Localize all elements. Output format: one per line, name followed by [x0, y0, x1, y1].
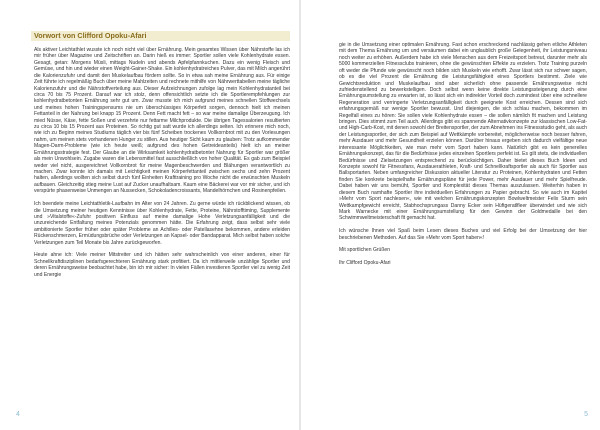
right-page	[301, 0, 600, 430]
signature-line: Ihr Clifford Opoku-Afari	[339, 260, 391, 267]
paragraph: Heute ahne ich: Viele meiner Mitstreiter und ich hätten sehr wahrscheinlich von einer anderen, einer für Schnellkraftdisziplinen bedarfsgerechteren Ernährung stark profitiert. Da ich mittlerweile unzählige Sportler und deren Ernährungsweise beobachtet habe, bin ich mir sicher: In vielen Fällen investieren Sportler viel zu wenig Zeit und Energie	[34, 252, 290, 278]
left-page	[0, 0, 299, 430]
right-text-column	[339, 42, 587, 273]
paragraph: Ich wünsche Ihnen viel Spaß beim Lesen dieses Buches und viel Erfolg bei der Umsetzung der hier beschriebenen Methoden. Auf das Sie »Mehr vom Sport haben«!	[339, 228, 587, 241]
paragraph: gie in die Umsetzung einer optimalen Ernährung. Fast schon erschreckend nachlässig gehen etliche Athleten mit dem Thema Ernährung um und versäumen dabei ein unglaublich große Gelegenheit, ihr Leistungsniveau noch weiter zu erhöhen. Außerdem habe ich viele Menschen aus dem Freizeitsport betreut, darunter mehr als 5000 kommerziellen Fitnessclubs trainieren, ohne die gewünschten Effekte zu erzielen. Trotz Training purzeln oft weder die Pfunde wie gewünscht noch bilden sich Muskeln wie erhofft. Zwar lässt sich nur schwer sagen, ob es die viel Prozent die Ernährung die Leistungsfähigkeit eines Sportlers bestimmt. Ziele wie Gewichtsreduktion und Muskelaufbau sind aber sicherlich ohne passende Ernährungsweise nicht zufriedenstellend zu bewerkstelligen. Doch selbst wenn keine direkte Leistungssteigerung durch eine Ernährungsumstellung zu erwarten ist, so lässt sich ein indirekter Vorteil doch zumindest über eine schnellere Regeneration und verringerte Verletzungsanfälligkeit durch geeignete Kost erreichen. Dessen sind sich erfahrungsgemäß nur wenige Sportler bewusst. Und diejenigen, die sich schlau machen, bekommen im Regelfall eines zu hören: Sie sollen viele Kohlenhydrate essen – die sollen nämlich fit machen und Leistung bringen. Dies stimmt zum Teil auch. Allerdings gibt es spannende Alternativkonzepte zur klassischen Low-Fat- und High-Carb-Kost, mit denen sowohl der Breitensportler, der zum Abnehmen ins Fitnessstudio geht, als auch der Leistungssportler, der sich zum Beispiel auf Wettkämpfe vorbereitet, möglicherweise noch besser fahren, mehr Ausdauer und mehr Gesundheit erzielen können. Darüber hinaus ergeben sich dadurch vielfältige neue interessante Möglichkeiten, wie man mehr vom Sport haben kann. Natürlich gibt es kein generelles Ernährungskonzept, das für die Bedürfnisse jedes einzelnen Sportlers perfekt ist. Es gilt stets, die individuellen Bedürfnisse und Zielsetzungen entsprechend zu berücksichtigen. Daher bietet dieses Buch Ideen und Konzepte sowohl für Fitnessfans, Ausdauerathleten, Kraft- und Schnellkraftsportler als auch für Sportler aus Ballsportarten. Neben umfangreicher Diskussion aktueller Literatur zu Proteinen, Kohlenhydraten und Fetten finden Sie konkrete beispielhafte Ernährungspläne für jede Power, mehr Ausdauer und mehr Spielfreude. Dabei haben wir uns bemüht, Sportler und Komplexität dieses Themas auszulassen. Weiterhin haben in diesem Buch namhafte Sportler ihre individuellen Erfahrungen zu Papier gebracht. So wie auch im Kapitel »Mehr vom Sport nachlesen«, wie mit welchen Ernährungskonzepten Bowlweltmeister Felix Sturm sein Wettkampfgewicht erreicht, Stabhochsprungass Danny Ecker sein Hüftgeratlfleer überwindet und wie sich Mark Warnecke mit einer Ernährungsumstellung für den Gewinn der Goldmedaille bei den Schwimmweltmeisterschaft fit gemacht hat.	[339, 42, 587, 222]
page-number-right: 5	[584, 411, 588, 418]
closing-line: Mit sportlichen Grüßen	[339, 247, 391, 254]
paragraph: Als aktiver Leichtathlet wusste ich noch nicht viel über Ernährung. Mein gesamtes Wissen über Nährstoffe las ich mir früher über Magazine und Zeitschriften an. Darin hieß es immer: Sportler sollen viele Kohlenhydrate essen. Gesagt, getan: Morgens Müsli, mittags Nudeln und abends Apfelpfannkuchen. Dazu ein wenig Fleisch und Gemüse, und hin und wieder einen Weight-Gainer-Shake. Ein kohlenhydratreiches Pulver, das mit Milch angerührt die Kalorienzufuhr und damit den Muskelaufbau fördern sollte. So in etwa sah meine Ernährung aus. Für einige Zeit führte ich regelmäßig Buch über meine Mahlzeiten und rechnete mithilfe von Nährwerttabellen meine tägliche Kalorienzufuhr und die Nährstoffverteilung aus. Dieser Aufzeichnungen zufolge lag mein Kohlenhydratanteil bei circa 70 bis 75 Prozent. Darauf war ich stolz, denn offensichtlich setzte ich die Sportlerempfehlungen zur kohlenhydratbetonten Ernährung sehr gut um. Zwar musste ich mich aufgrund meines schnellen Stoffwechsels und meines hohen Trainingspensums nie um überschüssiges Körperfett sorgen, dennoch hielt ich meinen Fettanteil in der Nahrung bei knapp 15 Prozent. Denn Fett macht fett – so war meine damalige Überzeugung. Ich mied Nüsse, Käse, fette Soßen und verzehrte nur fettarme Milchprodukte. Die übrigen Tagessalorien resultierten zu circa 10 bis 15 Prozent aus Proteinen. So richtig gut satt wurde ich allerdings selten. Ich erinnere mich noch, wie ich zu Beginn meines Studiums täglich vier bis fünf Scheiben trockenes Vollkornbrot mit zu den Vorlesungen nahm, um meinen stets vorhandenen Hunger zu stillen. Aus heutiger Sicht kaum zu glauben: Trotz aufkommender Magen-Darm-Probleme (wie ich heute weiß; aufgrund des hohen Getreideanteils) hielt ich an meiner Ernährungsstrategie fest. Der Glaube an die Wirksamkeit kohlenhydratbetonter Nahrung für Sportler war größer als mein Unwohlsein. Zugabe waren die Lebensmittel fast ausschließlich von hoher Qualität. Es gab zum Beispiel weder viel nicht, ausgereichnet Vollkornbrot für meine Magenbeschwerden und Blähungen verantwortlich zu machen. Zwar konnte ich damals mit Leichtigkeit meinen Körperfettanteil zwischen sechs und zehn Prozent halten, allerdings wollten sich selbst durch fünf Einheiten Krafttraining pro Woche nicht die erwünschten Muskeln aufbauen. Gleichzeitig stieg meine Lust auf Zucker unaufhaltsam. Kaum eine Bäckerei war vor mir sicher, und ich verspürte phasenweise Unmengen an Nussecken, Schokoladencroissants, Mandelhörnchen und Rosinenpfeilen.	[34, 47, 290, 195]
paragraph: Ich beendete meine Leichtathletik-Laufbahn im Alter von 24 Jahren. Zu gerne würde ich rückblickend wissen, ob die Umsetzung meiner heutigen Kenntnisse über Kohlenhydrate, Fette, Proteine, Nährstofftiming, Supplemente und »Vitalstoffe«-Zufuhr positiven Einfluss auf meine damalige Hohe Verletzungsanfälligkeit und die unzureichende Entfaltung meines Potenzials genommen hätte. Die Erfahrung zeigt, dass selbst sehr viele ambitionierte Sportler früher oder später Probleme an Achilles- oder Patellasehne bekommen, andere erleiden Rückenschmerzen, Ermüdungsbrüche oder Verletzungen an Kapsel- oder Bandapparat. Mich selbst haben solche Verletzungen zum Teil Monate bis Jahre zurückgeworfen.	[34, 201, 290, 246]
foreword-heading: Vorwort von Clifford Opoku-Afari	[34, 31, 147, 40]
page-number-left: 4	[16, 411, 20, 418]
left-text-column	[34, 47, 290, 285]
